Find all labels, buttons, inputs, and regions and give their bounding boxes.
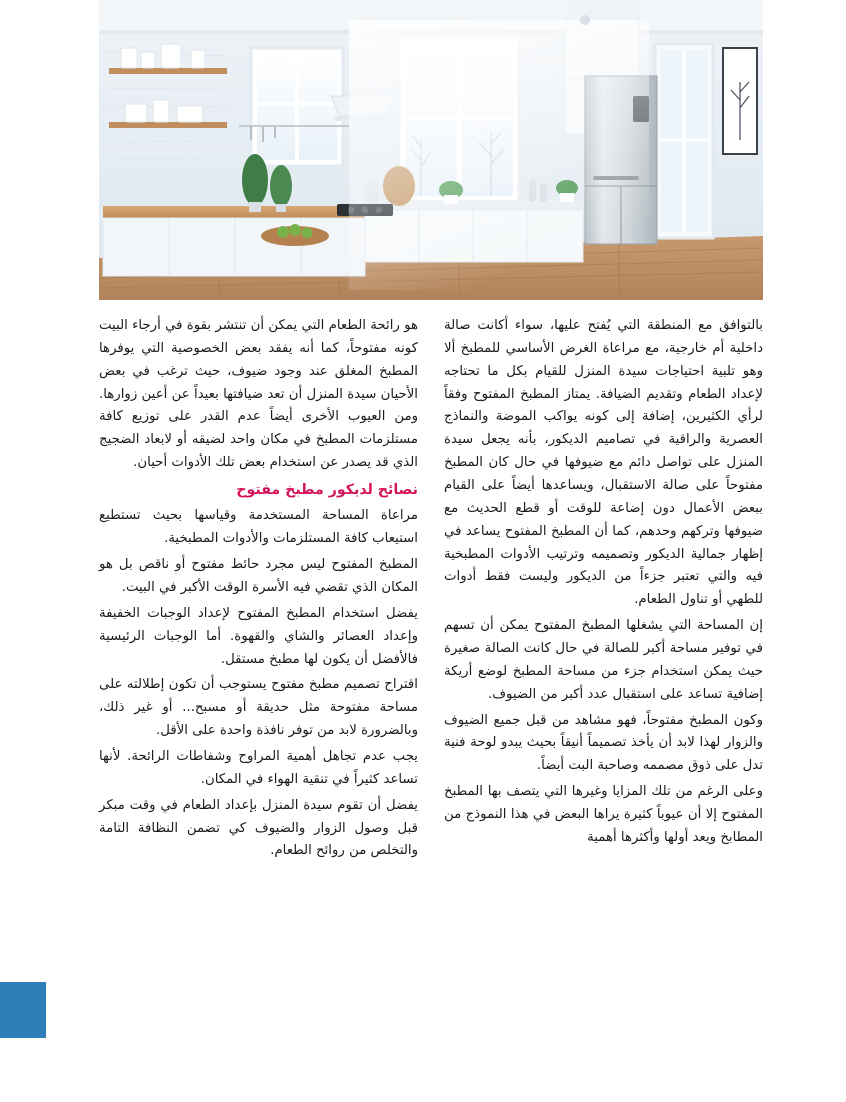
section-subheading: نصائح لديكور مطبخ مفتوح	[236, 482, 418, 499]
article-body	[99, 315, 763, 866]
paragraph: المطبخ المفتوح ليس مجرد حائط مفتوح أو ناقص بل هو المكان الذي تقضي فيه الأسرة الوقت الأكبر في البيت.	[99, 557, 418, 596]
kitchen-illustration	[99, 0, 763, 300]
page-corner-tab	[0, 982, 46, 1038]
paragraph: بالتوافق مع المنطقة التي يُفتح عليها، سواء أكانت صالة داخلية أم خارجية، مع مراعاة الغرض الأساسي للمطبخ ألا وهو تلبية احتياجات سيدة المنزل للقيام بكل ما تحتاجه لإعداد الطعام وتقديم الضيافة. يمتاز المطبخ المفتوح وفقاً لرأي الكثيرين، إضافة إلى كونه يواكب الموضة والنماذج العصرية والراقية في تصاميم الديكور، بأنه يجعل سيدة المنزل على تواصل دائم مع ضيوفها في حال كان المطبخ مفتوحاً على صالة الاستقبال، ويساعدها أيضاً على القيام ببعض الأعمال دون إضاعة للوقت أو قطع الحديث مع ضيوفها وتركهم وحدهم، كما أن المطبخ المفتوح يساعد في إظهار جمالية الديكور وتصميمه وترتيب الأدوات المطبخية فيه والتي تعتبر جزءاً من الديكور وليست فقط أدوات للطهي أو تناول الطعام.	[444, 318, 763, 608]
kitchen-interior-photo	[99, 0, 763, 300]
paragraph: يجب عدم تجاهل أهمية المراوح وشفاطات الرائحة. لأنها تساعد كثيراً في تنقية الهواء في المكان.	[99, 749, 418, 787]
article-column-left	[99, 315, 418, 866]
paragraph: مراعاة المساحة المستخدمة وقياسها بحيث تستطيع استيعاب كافة المستلزمات والأدوات المطبخية.	[99, 508, 418, 547]
paragraph: اقتراح تصميم مطبخ مفتوح يستوجب أن تكون إطلالته على مساحة مفتوحة مثل حديقة أو مسبح... أو غير ذلك، وبالضرورة لابد من توفر نافذة واحدة على الأقل.	[99, 677, 418, 739]
article-column-right	[444, 315, 763, 866]
paragraph: إن المساحة التي يشغلها المطبخ المفتوح يمكن أن تسهم في توفير مساحة أكبر للصالة في حال كانت الصالة صغيرة حيث يمكن استخدام جزء من مساحة المطبخ لوضع أريكة إضافية تساعد على استقبال عدد أكبر من الضيوف.	[444, 618, 763, 702]
paragraph: هو رائحة الطعام التي يمكن أن تنتشر بقوة في أرجاء البيت كونه مفتوحاً، كما أنه يفقد بعض الخصوصية التي يوفرها المطبخ المغلق عند وجود ضيوف، حيث ترغب في بعض الأحيان سيدة المنزل أن تعد ضيافتها بعيداً عن أعين زوارها. ومن العيوب الأخرى أيضاً عدم القدر على توزيع كافة مستلزمات المطبخ في مكان واحد لضيقه أو لابعاد الضجيج الذي قد يصدر عن استخدام بعض تلك الأدوات أحيان.	[99, 318, 418, 471]
paragraph: وكون المطبخ مفتوحاً، فهو مشاهد من قبل جميع الضيوف والزوار لهذا لابد أن يأخذ تصميماً أنيقاً بحيث يبدو لوحة فنية تدل على ذوق مصممه وصاحبة البت أيضاً.	[444, 712, 763, 774]
paragraph: وعلى الرغم من تلك المزايا وغيرها التي يتصف بها المطبخ المفتوح إلا أن عيوباً كثيرة يراها البعض في هذا النموذج من المطابخ ويعد أولها وأكثرها أهمية	[444, 784, 763, 845]
paragraph: يفضل أن تقوم سيدة المنزل بإعداد الطعام في وقت مبكر قبل وصول الزوار والضيوف كي تضمن النظافة التامة والتخلص من روائح الطعام.	[99, 797, 418, 859]
paragraph: يفضل استخدام المطبخ المفتوح لإعداد الوجبات الخفيفة وإعداد العصائر والشاي والقهوة. أما الوجبات الرئيسية فالأفضل أن يكون لها مطبخ مستقل.	[99, 605, 418, 667]
